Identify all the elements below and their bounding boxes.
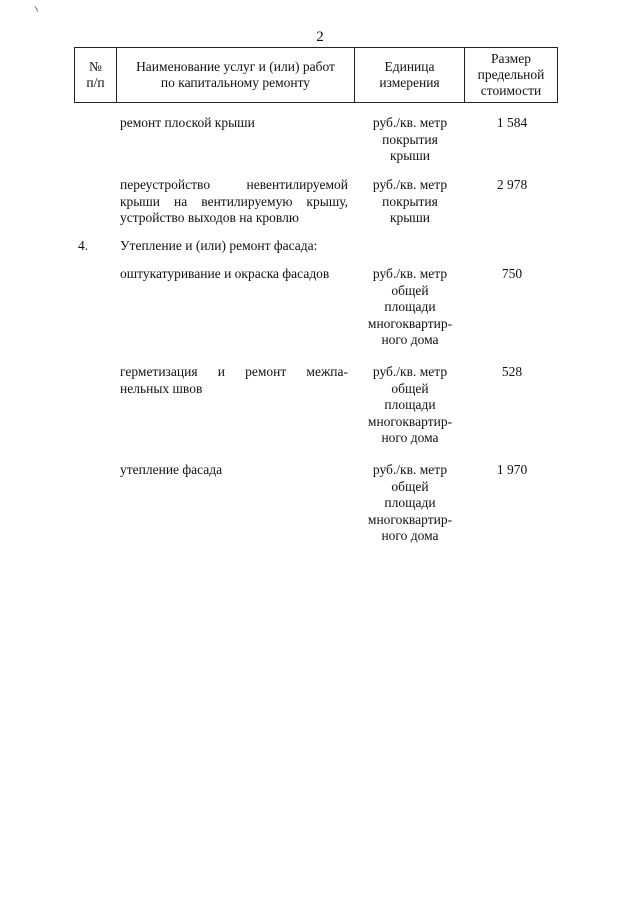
row-4-unit: руб./кв. метр общей площади многоквартир- ного дома — [367, 266, 453, 347]
row-4-value: 750 — [501, 266, 523, 281]
row-5-name: герметизация и ремонт межпа- нельных швов — [120, 364, 348, 396]
page-number: 2 — [316, 29, 324, 45]
row-6-unit: руб./кв. метр общей площади многоквартир- ного дома — [367, 462, 453, 543]
row-6-value: 1 970 — [496, 462, 528, 477]
scan-mark — [35, 6, 39, 12]
section-4-title: Утепление и (или) ремонт фасада: — [120, 238, 318, 253]
row-2-unit: руб./кв. метр покрытия крыши — [372, 177, 448, 225]
row-2-name: переустройство невентилируемой крыши на вентилируемую крышу, устройство выходов на кровлю — [120, 177, 348, 225]
row-6-name: утепление фасада — [120, 462, 223, 477]
row-1-value: 1 584 — [496, 115, 528, 130]
section-4-number: 4. — [78, 238, 89, 253]
header-size-column: Размер предельной стоимости — [477, 51, 545, 98]
table-header — [74, 47, 558, 103]
row-1-name: ремонт плоской крыши — [120, 115, 255, 130]
row-2-value: 2 978 — [496, 177, 528, 192]
row-5-value: 528 — [501, 364, 523, 379]
row-1-unit: руб./кв. метр покрытия крыши — [372, 115, 448, 163]
header-unit-column: Единица измерения — [355, 48, 465, 102]
row-5-unit: руб./кв. метр общей площади многоквартир- ного дома — [367, 364, 453, 445]
row-4-name: оштукатуривание и окраска фасадов — [120, 266, 330, 281]
header-number-column: № п/п — [75, 48, 117, 102]
header-name-column: Наименование услуг и (или) работ по капитальному ремонту — [117, 48, 355, 102]
